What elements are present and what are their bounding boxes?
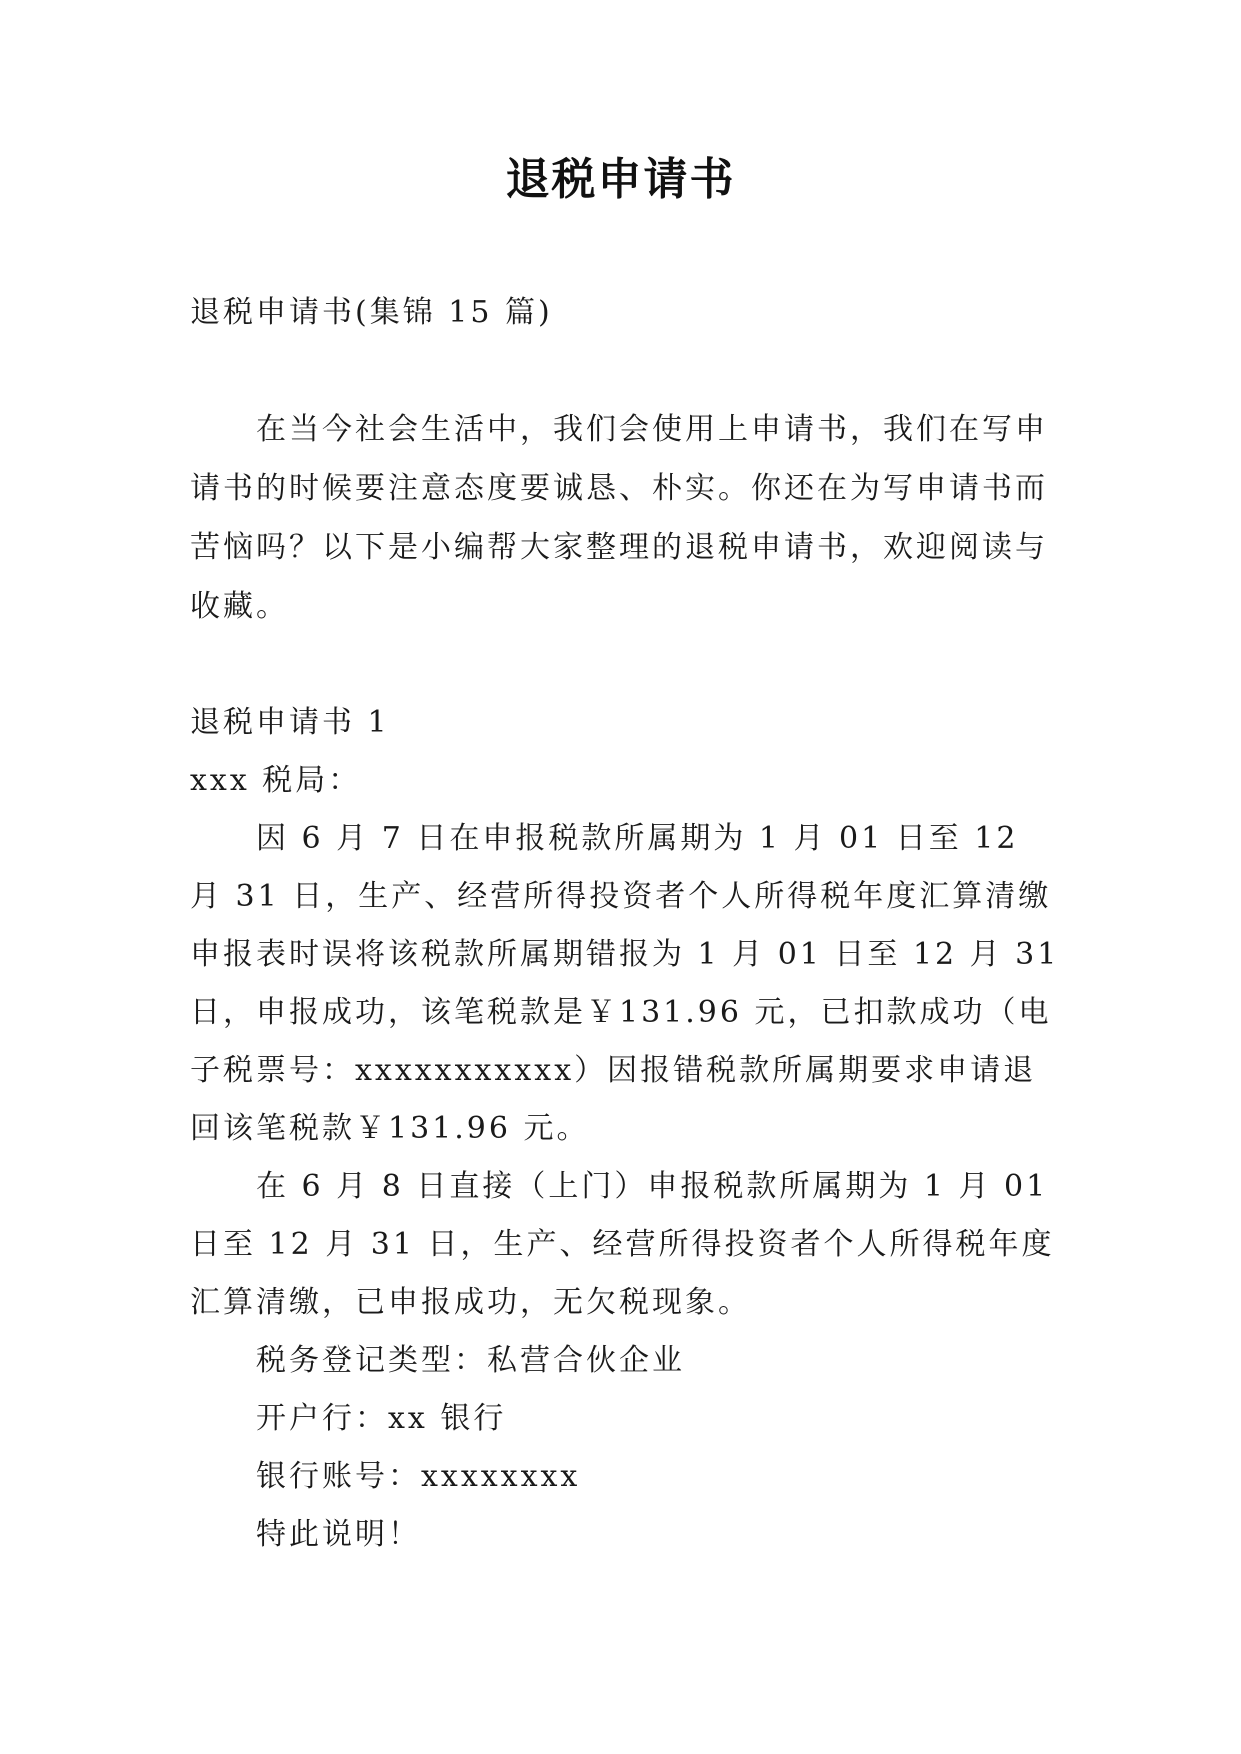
closing-line: 特此说明！ xyxy=(256,1517,421,1552)
body-paragraph-2: 在 6 月 8 日直接（上门）申报税款所属期为 1 月 01 日至 12 月 31 日，生产、经营所得投资者个人所得税年度汇算清缴，已申报成功，无欠税现象。 xyxy=(190,1169,1055,1320)
recipient-line: xxx 税局： xyxy=(190,763,362,798)
section-heading: 退税申请书 1 xyxy=(190,705,390,740)
document-subtitle: 退税申请书(集锦 15 篇) xyxy=(190,295,553,330)
account-line: 银行账号：xxxxxxxx xyxy=(256,1459,581,1494)
body-paragraph-1: 因 6 月 7 日在申报税款所属期为 1 月 01 日至 12 月 31 日，生产、经营所得投资者个人所得税年度汇算清缴申报表时误将该税款所属期错报为 1 月 01 日至 12 月 31 日，申报成功，该笔税款是￥131.96 元，已扣款成功（电子税票号：xxxxxxxxxxx）因报错税款所属期要求申请退回该笔税款￥131.96 元。 xyxy=(190,821,1060,1146)
intro-paragraph: 在当今社会生活中，我们会使用上申请书，我们在写申请书的时候要注意态度要诚恳、朴实。你还在为写申请书而苦恼吗？以下是小编帮大家整理的退税申请书，欢迎阅读与收藏。 xyxy=(190,412,1048,624)
registration-type-line: 税务登记类型：私营合伙企业 xyxy=(256,1343,685,1378)
document-title: 退税申请书 xyxy=(505,154,736,205)
bank-line: 开户行：xx 银行 xyxy=(256,1401,507,1436)
document-body xyxy=(190,284,1060,1564)
